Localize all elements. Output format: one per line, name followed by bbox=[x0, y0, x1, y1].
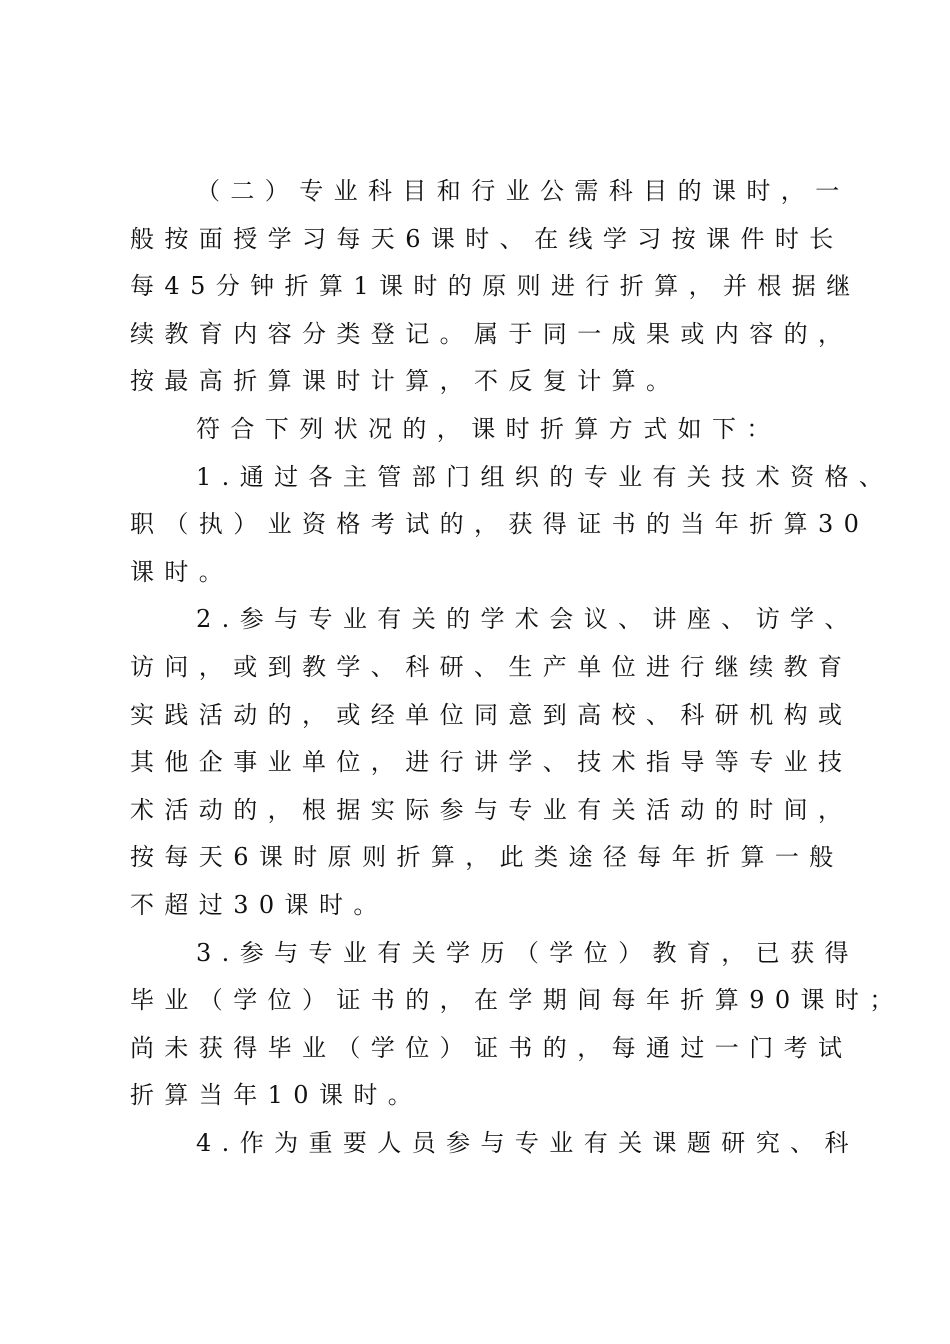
text-line: 符合下列状况的，课时折算方式如下： bbox=[196, 414, 781, 443]
text-line: 1.通过各主管部门组织的专业有关技术资格、 bbox=[196, 462, 894, 491]
text-line: 不超过30课时。 bbox=[130, 890, 388, 919]
text-line: 4.作为重要人员参与专业有关课题研究、科 bbox=[196, 1128, 859, 1157]
text-line: 课时。 bbox=[130, 557, 234, 586]
text-line: 实践活动的，或经单位同意到高校、科研机构或 bbox=[130, 700, 853, 729]
text-line: （二）专业科目和行业公需科目的课时，一 bbox=[196, 177, 850, 205]
text-line: 3.参与专业有关学历（学位）教育，已获得 bbox=[196, 938, 859, 967]
text-line: 2.参与专业有关的学术会议、讲座、访学、 bbox=[196, 605, 859, 634]
text-line: 按最高折算课时计算，不反复计算。 bbox=[130, 367, 681, 396]
text-line: 毕业（学位）证书的，在学期间每年折算90课时； bbox=[130, 986, 904, 1015]
text-line: 职（执）业资格考试的，获得证书的当年折算30 bbox=[130, 510, 870, 539]
text-line: 折算当年10课时。 bbox=[130, 1081, 423, 1110]
text-line: 其他企事业单位，进行讲学、技术指导等专业技 bbox=[130, 748, 853, 777]
text-line: 术活动的，根据实际参与专业有关活动的时间， bbox=[130, 795, 853, 824]
document-body bbox=[130, 168, 904, 1167]
text-line: 尚未获得毕业（学位）证书的，每通过一门考试 bbox=[130, 1033, 853, 1062]
text-line: 按每天6课时原则折算，此类途径每年折算一般 bbox=[130, 843, 844, 872]
text-line: 访问，或到教学、科研、生产单位进行继续教育 bbox=[130, 652, 853, 681]
text-line: 续教育内容分类登记。属于同一成果或内容的， bbox=[130, 319, 853, 348]
text-line: 每45分钟折算1课时的原则进行折算，并根据继 bbox=[130, 272, 861, 301]
text-line: 般按面授学习每天6课时、在线学习按课件时长 bbox=[130, 224, 844, 253]
